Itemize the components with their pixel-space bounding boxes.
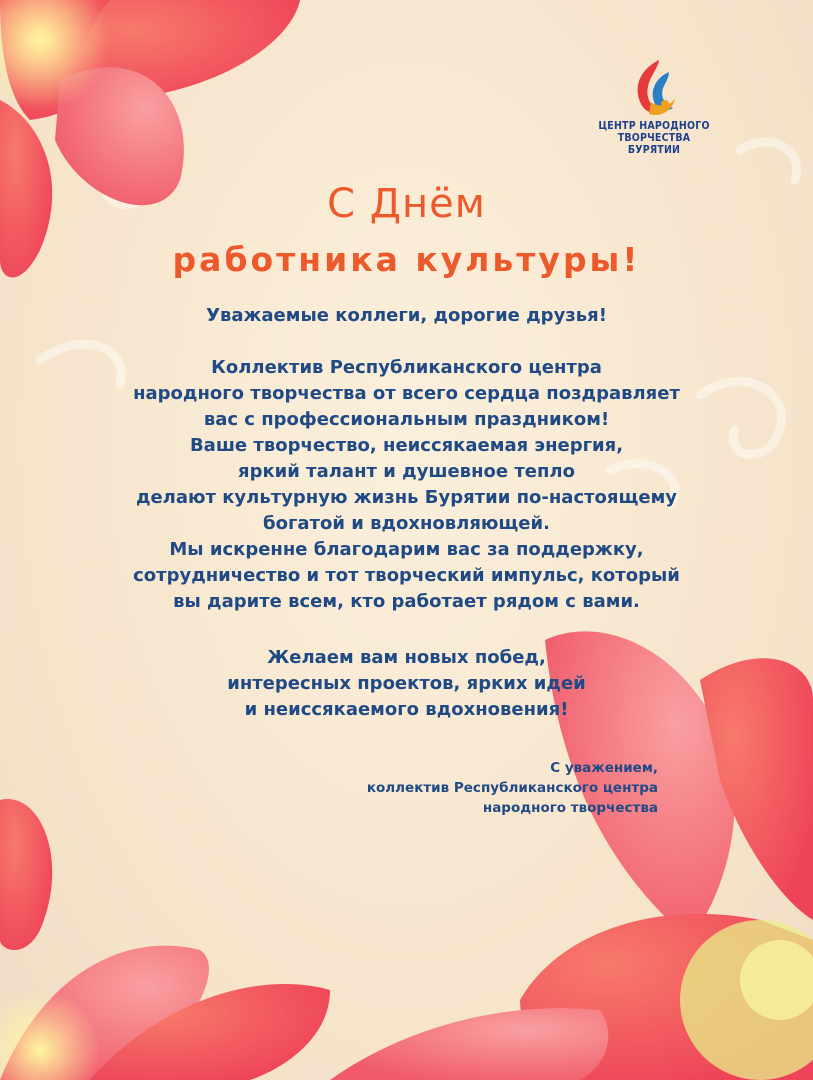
paragraph-line: яркий талант и душевное тепло bbox=[238, 461, 575, 482]
organization-logo bbox=[596, 58, 712, 156]
paragraph-line: интересных проектов, ярких идей bbox=[227, 673, 586, 694]
paragraph-line: Ваше творчество, неиссякаемая энергия, bbox=[189, 435, 624, 456]
bottom-left-flower bbox=[0, 799, 330, 1080]
signature-block bbox=[300, 758, 658, 818]
signature-line: народного творчества bbox=[482, 800, 658, 816]
greeting-line: Уважаемые коллеги, дорогие друзья! bbox=[206, 305, 607, 326]
paragraph-line: и неиссякаемого вдохновения! bbox=[244, 699, 569, 720]
signature-line: С уважением, bbox=[550, 760, 658, 776]
paragraph-line: вас с профессиональным праздником! bbox=[203, 409, 610, 430]
title-line-2: работника культуры! bbox=[172, 240, 641, 279]
paragraph-line: вы дарите всем, кто работает рядом с вами. bbox=[173, 591, 640, 612]
paragraph-line: Желаем вам новых побед, bbox=[267, 647, 546, 668]
top-left-flower bbox=[0, 0, 300, 278]
title-line-1: С Днём bbox=[327, 181, 486, 227]
paragraph-line: Коллектив Республиканского центра bbox=[211, 357, 602, 378]
paragraph-line: делают культурную жизнь Бурятии по-настоящему bbox=[135, 487, 678, 508]
logo-text-line: ТВОРЧЕСТВА bbox=[617, 132, 691, 144]
logo-text-line: ЦЕНТР НАРОДНОГО bbox=[598, 120, 710, 132]
paragraph-line: народного творчества от всего сердца поздравляет bbox=[133, 383, 680, 404]
paragraph-line: сотрудничество и тот творческий импульс, который bbox=[133, 565, 680, 586]
wishes-paragraph bbox=[60, 645, 753, 723]
signature-line: коллектив Республиканского центра bbox=[366, 780, 658, 796]
flame-emblem-icon bbox=[629, 58, 679, 120]
paragraph-line: Мы искренне благодарим вас за поддержку, bbox=[169, 539, 644, 560]
congratulation-paragraph bbox=[60, 355, 753, 615]
paragraph-line: богатой и вдохновляющей. bbox=[263, 513, 550, 534]
logo-text-line: БУРЯТИИ bbox=[627, 144, 681, 156]
